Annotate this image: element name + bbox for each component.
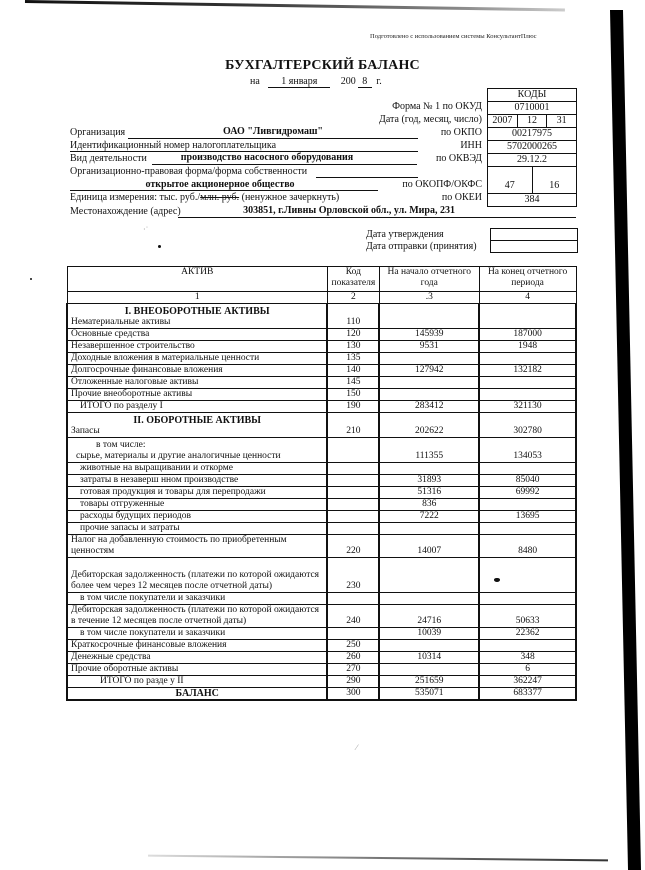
row-start: 535071 xyxy=(379,688,479,701)
org-label: Организация xyxy=(70,127,126,138)
row-code xyxy=(327,475,379,487)
total-row xyxy=(67,401,576,413)
row-code: 250 xyxy=(327,640,379,652)
row-code: 135 xyxy=(327,353,379,365)
table-row xyxy=(67,329,576,341)
inn-label-long: Идентификационный номер налогоплательщика xyxy=(70,140,277,151)
column-numbers-row xyxy=(67,292,576,304)
table-row xyxy=(67,523,576,535)
row-name: Дебиторская задолженность (платежи по которой ожидаются в течение 12 месяцев после отчетной даты) xyxy=(67,605,327,628)
header-start: На начало отчетного года xyxy=(379,267,479,292)
approval-dates-box xyxy=(490,228,578,253)
okopf-label: по ОКОПФ/ОКФС xyxy=(402,179,482,190)
unit-label-struck: млн. руб. xyxy=(200,192,240,203)
unit-label-pre: Единица измерения: тыс. руб./ xyxy=(70,192,201,203)
col-number: 2 xyxy=(327,292,379,304)
header-asset: АКТИВ xyxy=(67,267,327,292)
okud-code: 0710001 xyxy=(514,102,550,113)
row-start: 836 xyxy=(379,499,479,511)
row-end: 6 xyxy=(479,664,576,676)
row-start xyxy=(379,389,479,401)
col-number: 1 xyxy=(67,292,327,304)
row-name: затраты в незаверш нном производстве xyxy=(67,475,327,487)
row-end: 348 xyxy=(479,652,576,664)
total-row xyxy=(67,676,576,688)
row-start: 14007 xyxy=(379,535,479,558)
section-title: II. ОБОРОТНЫЕ АКТИВЫ xyxy=(133,415,261,426)
table-row xyxy=(67,438,576,463)
scan-edge-top xyxy=(25,0,565,11)
date-day-month: 1 января xyxy=(268,76,330,88)
scan-speck: ·˙ xyxy=(143,225,149,234)
row-code: 120 xyxy=(327,329,379,341)
row-code xyxy=(327,593,379,605)
row-code: 150 xyxy=(327,389,379,401)
row-name: готовая продукция и товары для перепродажи xyxy=(67,487,327,499)
date-suffix: г. xyxy=(376,76,382,87)
row-end xyxy=(479,304,576,329)
table-header-row xyxy=(67,267,576,292)
row-end: 22362 xyxy=(479,628,576,640)
send-date-label: Дата отправки (принятия) xyxy=(366,241,477,252)
scan-speck xyxy=(158,245,161,248)
inn-code: 5702000265 xyxy=(507,141,557,152)
row-name: Долгосрочные финансовые вложения xyxy=(67,365,327,377)
row-name: Налог на добавленную стоимость по приобретенным xyxy=(71,535,287,545)
row-name: Дебиторская задолженность (платежи по которой ожидаются более чем через 12 месяцев после отчетной даты) xyxy=(67,558,327,593)
row-start xyxy=(379,463,479,475)
table-row xyxy=(67,535,576,558)
row-end: 85040 xyxy=(479,475,576,487)
row-code: 210 xyxy=(327,413,379,438)
table-row xyxy=(67,499,576,511)
row-name: Денежные средства xyxy=(67,652,327,664)
row-code: 290 xyxy=(327,676,379,688)
row-start xyxy=(379,593,479,605)
legal-form-value: открытое акционерное общество xyxy=(145,179,295,190)
row-code xyxy=(327,523,379,535)
date-day-code: 31 xyxy=(546,115,576,127)
row-start: 31893 xyxy=(379,475,479,487)
row-code: 300 xyxy=(327,688,379,701)
okei-label: по ОКЕИ xyxy=(441,192,482,203)
row-end: 132182 xyxy=(479,365,576,377)
table-row xyxy=(67,463,576,475)
row-end: 50633 xyxy=(479,605,576,628)
row-start: 145939 xyxy=(379,329,479,341)
table-row xyxy=(67,341,576,353)
row-code: 130 xyxy=(327,341,379,353)
row-name: Нематериальные активы xyxy=(71,317,171,327)
row-code: 110 xyxy=(327,304,379,329)
row-name: сырье, материалы и другие аналогичные ценности xyxy=(76,451,281,461)
header-code: Код показателя xyxy=(327,267,379,292)
scan-edge-right xyxy=(610,10,641,870)
row-name: Отложенные налоговые активы xyxy=(67,377,327,389)
row-end: 69992 xyxy=(479,487,576,499)
legal-form-underline-2 xyxy=(70,190,378,191)
row-name: в том числе покупатели и заказчики xyxy=(67,593,327,605)
row-end: 302780 xyxy=(479,413,576,438)
row-name: Доходные вложения в материальные ценности xyxy=(67,353,327,365)
table-row xyxy=(67,628,576,640)
row-name: Краткосрочные финансовые вложения xyxy=(67,640,327,652)
table-row xyxy=(67,353,576,365)
row-start: 51316 xyxy=(379,487,479,499)
row-name: Запасы xyxy=(71,426,100,436)
codes-box xyxy=(487,88,577,207)
row-start xyxy=(379,640,479,652)
address-value: 303851, г.Ливны Орловской обл., ул. Мира, 231 xyxy=(243,205,455,216)
table-row xyxy=(67,377,576,389)
row-code: 260 xyxy=(327,652,379,664)
legal-form-label: Организационно-правовая форма/форма собственности xyxy=(70,166,308,177)
row-name: животные на выращивании и откорме xyxy=(67,463,327,475)
row-start xyxy=(379,304,479,329)
row-name: ИТОГО по разделу I xyxy=(67,401,327,413)
row-name: прочие запасы и затраты xyxy=(67,523,327,535)
codes-title: КОДЫ xyxy=(517,89,547,100)
row-name: Основные средства xyxy=(67,329,327,341)
row-name: Прочие оборотные активы xyxy=(67,664,327,676)
row-code: 140 xyxy=(327,365,379,377)
row-end xyxy=(479,558,576,593)
activity-value: производство насосного оборудования xyxy=(180,152,354,163)
unit-label-post: (ненужное зачеркнуть) xyxy=(239,192,340,203)
row-code: 270 xyxy=(327,664,379,676)
balance-table xyxy=(66,266,577,701)
table-row xyxy=(67,558,576,593)
okfs-code: 16 xyxy=(532,167,577,193)
row-end: 13695 xyxy=(479,511,576,523)
table-row xyxy=(67,475,576,487)
row-name: расходы будущих периодов xyxy=(67,511,327,523)
table-row xyxy=(67,365,576,377)
row-start xyxy=(379,353,479,365)
row-end xyxy=(479,523,576,535)
row-start: 9531 xyxy=(379,341,479,353)
row-start xyxy=(379,664,479,676)
row-start xyxy=(379,523,479,535)
row-name: ценностям xyxy=(71,546,115,556)
row-start: 127942 xyxy=(379,365,479,377)
col-number: .3 xyxy=(379,292,479,304)
balance-row xyxy=(67,688,576,701)
date-year-code: 2007 xyxy=(492,115,513,126)
date-year-prefix: 200 xyxy=(340,76,356,87)
approval-date-label: Дата утверждения xyxy=(366,229,444,240)
table-row xyxy=(67,652,576,664)
send-date-field xyxy=(491,240,577,252)
including-label: в том числе: xyxy=(96,440,146,450)
table-row xyxy=(67,664,576,676)
row-code xyxy=(327,487,379,499)
row-code xyxy=(327,628,379,640)
legal-form-underline-1 xyxy=(316,177,418,178)
row-start: 111355 xyxy=(379,438,479,463)
row-end xyxy=(479,593,576,605)
scan-speck xyxy=(30,278,32,280)
row-end: 187000 xyxy=(479,329,576,341)
row-start: 283412 xyxy=(379,401,479,413)
row-end xyxy=(479,353,576,365)
date-prefix: на xyxy=(250,76,260,87)
row-end xyxy=(479,640,576,652)
form-okud-label: Форма № 1 по ОКУД xyxy=(392,101,482,112)
header-end: На конец отчетного периода xyxy=(479,267,576,292)
table-row xyxy=(67,389,576,401)
address-underline xyxy=(178,217,576,218)
row-code xyxy=(327,499,379,511)
table-row xyxy=(67,640,576,652)
report-date xyxy=(250,76,382,88)
document-title: БУХГАЛТЕРСКИЙ БАЛАНС xyxy=(225,58,420,73)
row-start: 10039 xyxy=(379,628,479,640)
row-start: 202622 xyxy=(379,413,479,438)
date-month-code: 12 xyxy=(517,115,547,127)
row-code: 220 xyxy=(327,535,379,558)
org-underline xyxy=(128,138,418,139)
row-code xyxy=(327,438,379,463)
row-name: БАЛАНС xyxy=(67,688,327,701)
okei-code: 384 xyxy=(524,194,540,205)
row-code: 190 xyxy=(327,401,379,413)
row-name: товары отгруженные xyxy=(67,499,327,511)
okved-label: по ОКВЭД xyxy=(436,153,482,164)
okpo-code: 00217975 xyxy=(512,128,552,139)
row-start: 251659 xyxy=(379,676,479,688)
table-row xyxy=(67,511,576,523)
scan-speck: ⁄ xyxy=(356,743,358,752)
okpo-label: по ОКПО xyxy=(440,127,482,138)
row-end: 362247 xyxy=(479,676,576,688)
row-code xyxy=(327,463,379,475)
scan-edge-bottom xyxy=(148,855,608,862)
row-code xyxy=(327,511,379,523)
activity-label: Вид деятельности xyxy=(70,153,147,164)
table-row xyxy=(67,487,576,499)
row-name: Прочие внеоборотные активы xyxy=(67,389,327,401)
unit-label xyxy=(70,192,339,204)
address-label: Местонахождение (адрес) xyxy=(70,206,181,217)
row-start xyxy=(379,377,479,389)
table-row xyxy=(67,304,576,329)
activity-underline xyxy=(152,164,417,165)
table-row xyxy=(67,593,576,605)
inn-label: ИНН xyxy=(460,140,482,151)
row-end: 683377 xyxy=(479,688,576,701)
row-end: 8480 xyxy=(479,535,576,558)
date-year-suffix: 8 xyxy=(358,76,372,88)
row-start: 24716 xyxy=(379,605,479,628)
org-value: ОАО "Ливгидромаш" xyxy=(223,126,323,137)
row-end xyxy=(479,499,576,511)
ink-blot xyxy=(494,578,500,582)
row-end: 134053 xyxy=(479,438,576,463)
okved-code: 29.12.2 xyxy=(517,154,547,165)
row-end: 321130 xyxy=(479,401,576,413)
row-end xyxy=(479,463,576,475)
row-code: 145 xyxy=(327,377,379,389)
row-code: 230 xyxy=(327,558,379,593)
table-row xyxy=(67,605,576,628)
row-start: 7222 xyxy=(379,511,479,523)
row-name: в том числе покупатели и заказчики xyxy=(67,628,327,640)
col-number: 4 xyxy=(479,292,576,304)
row-name: ИТОГО по разде у II xyxy=(67,676,327,688)
date-label: Дата (год, месяц, число) xyxy=(379,114,482,125)
okopf-code: 47 xyxy=(504,180,515,191)
row-start: 10314 xyxy=(379,652,479,664)
row-end xyxy=(479,389,576,401)
table-row xyxy=(67,413,576,438)
approval-date-field xyxy=(491,229,577,240)
section-title: I. ВНЕОБОРОТНЫЕ АКТИВЫ xyxy=(124,306,270,317)
prepared-note: Подготовлено с использованием системы КонсультантПлюс xyxy=(370,33,537,40)
row-name: Незавершенное строительство xyxy=(67,341,327,353)
row-end: 1948 xyxy=(479,341,576,353)
row-start xyxy=(379,558,479,593)
row-end xyxy=(479,377,576,389)
row-code: 240 xyxy=(327,605,379,628)
